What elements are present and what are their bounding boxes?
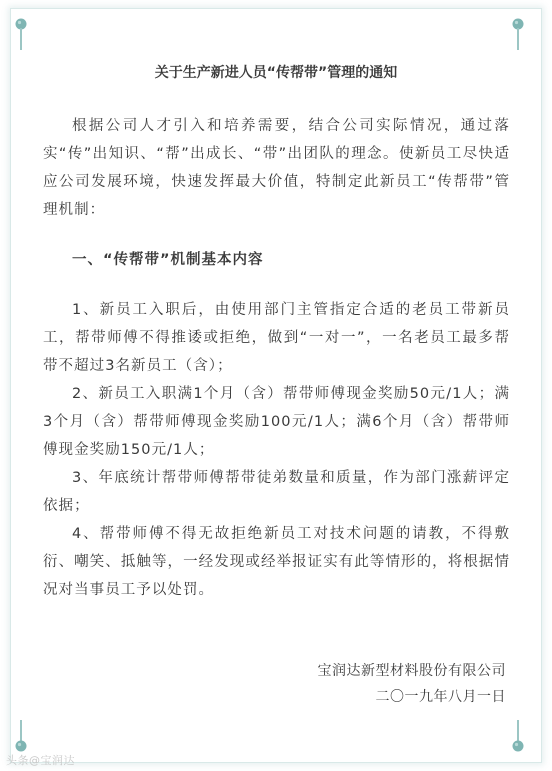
section-heading: 一、“传帮带”机制基本内容	[72, 252, 264, 268]
signature-date: 二〇一九年八月一日	[375, 689, 506, 705]
pushpin-icon	[512, 18, 524, 50]
rule-item-2: 2、新员工入职满1个月（含）帮带师傅现金奖励50元/1人；满3个月（含）帮带师傅现金奖励100元/1人；满6个月（含）帮带师傅现金奖励150元/1人；	[43, 386, 510, 458]
rule-item-4: 4、帮带师傅不得无故拒绝新员工对技术问题的请教，不得敷衍、嘲笑、抵触等，一经发现或经举报证实有此等情形的，将根据情况对当事员工予以处罚。	[43, 526, 510, 598]
rules-list	[43, 296, 510, 604]
pushpin-icon	[15, 18, 27, 50]
signature-company: 宝润达新型材料股份有限公司	[317, 663, 506, 679]
document-title: 关于生产新进人员“传帮带”管理的通知	[154, 65, 398, 81]
rule-item-3: 3、年底统计帮带师傅帮带徒弟数量和质量，作为部门涨薪评定依据；	[43, 470, 510, 514]
pushpin-icon	[15, 720, 27, 752]
rule-item-1: 1、新员工入职后，由使用部门主管指定合适的老员工带新员工，帮带师傅不得推诿或拒绝，做到“一对一”，一名老员工最多帮带不超过3名新员工（含）；	[43, 302, 510, 374]
intro-paragraph: 根据公司人才引入和培养需要，结合公司实际情况，通过落实“传”出知识、“帮”出成长、“带”出团队的理念。使新员工尽快适应公司发展环境，快速发挥最大价值，特制定此新员工“传帮带”管理机制：	[43, 118, 510, 218]
watermark: 头条@宝润达	[6, 754, 75, 767]
pushpin-icon	[512, 720, 524, 752]
